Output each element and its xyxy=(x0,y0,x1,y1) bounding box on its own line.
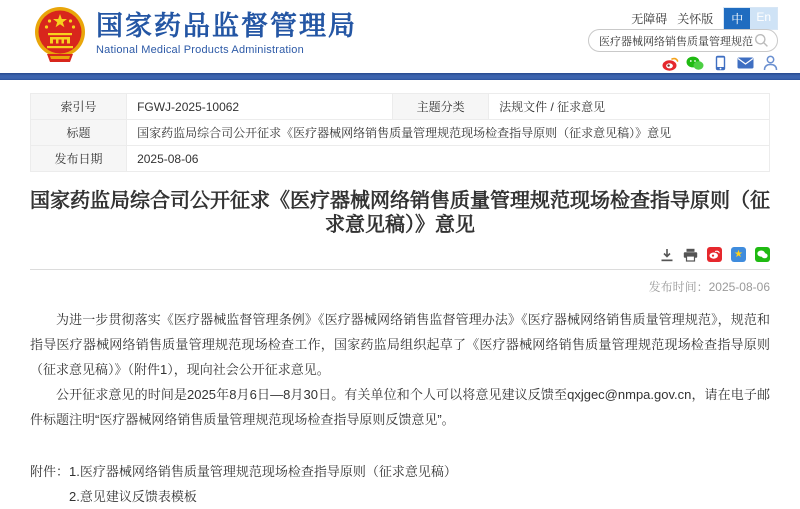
org-name-zh: 国家药品监督管理局 xyxy=(96,11,357,41)
share-favorite-icon[interactable]: ★ xyxy=(731,247,746,262)
publish-time-row xyxy=(30,270,770,307)
attachment-link-1[interactable]: 1.医疗器械网络销售质量管理规范现场检查指导原则（征求意见稿） xyxy=(69,464,457,479)
download-icon[interactable] xyxy=(660,248,674,262)
meta-value-index: FGWJ-2025-10062 xyxy=(127,94,393,120)
share-wechat-icon[interactable] xyxy=(755,247,770,262)
page-title: 国家药监局综合司公开征求《医疗器械网络销售质量管理规范现场检查指导原则（征求意见稿）》意见 xyxy=(30,190,770,236)
table-row xyxy=(31,120,770,146)
publish-time-value: 2025-08-06 xyxy=(708,280,770,294)
care-version-link[interactable]: 关怀版 xyxy=(677,12,714,26)
brand-block xyxy=(96,11,357,56)
document-meta-table xyxy=(30,93,770,172)
search-input[interactable] xyxy=(599,35,754,47)
header-divider-bar xyxy=(0,73,800,80)
user-icon[interactable] xyxy=(762,55,778,71)
table-row xyxy=(31,94,770,120)
article-content xyxy=(0,80,800,509)
publish-time-label: 发布时间： xyxy=(648,280,709,294)
table-row xyxy=(31,146,770,172)
lang-en-button[interactable]: En xyxy=(750,8,777,29)
meta-label-index: 索引号 xyxy=(31,94,127,120)
meta-label-title: 标题 xyxy=(31,120,127,146)
attachments-block xyxy=(30,459,770,509)
search-box[interactable] xyxy=(588,29,778,52)
language-toggle xyxy=(723,7,778,30)
attachments-list xyxy=(69,459,457,509)
meta-label-date: 发布日期 xyxy=(31,146,127,172)
search-icon[interactable] xyxy=(754,33,769,48)
attachment-link-2[interactable]: 2.意见建议反馈表模板 xyxy=(69,489,197,504)
meta-value-category: 法规文件 / 征求意见 xyxy=(489,94,770,120)
org-name-en: National Medical Products Administration xyxy=(96,44,304,56)
social-icon-row xyxy=(662,55,778,71)
article-toolbar xyxy=(30,237,770,270)
weibo-icon[interactable] xyxy=(662,55,678,71)
mobile-icon[interactable] xyxy=(712,55,728,71)
national-emblem-logo xyxy=(34,6,86,62)
attachments-label: 附件： xyxy=(30,464,70,479)
site-header xyxy=(0,0,800,72)
mail-icon[interactable] xyxy=(737,55,753,71)
accessibility-link[interactable]: 无障碍 xyxy=(631,12,668,26)
meta-value-date: 2025-08-06 xyxy=(127,146,770,172)
paragraph-1: 为进一步贯彻落实《医疗器械监督管理条例》《医疗器械网络销售监督管理办法》《医疗器械网络销售质量管理规范》，规范和指导医疗器械网络销售质量管理规范现场检查工作，国家药监局组织起草了《医疗器械网络销售质量管理规范现场检查指导原则（征求意见稿）》（附件1），现向社会公开征求意见。 xyxy=(30,312,770,377)
wechat-icon[interactable] xyxy=(687,55,703,71)
article-body xyxy=(30,307,770,432)
topbar xyxy=(631,7,778,30)
share-weibo-icon[interactable] xyxy=(707,247,722,262)
print-icon[interactable] xyxy=(683,248,698,262)
lang-zh-button[interactable]: 中 xyxy=(724,8,750,29)
paragraph-2: 公开征求意见的时间是2025年8月6日—8月30日。有关单位和个人可以将意见建议反馈至qxjgec@nmpa.gov.cn，请在电子邮件标题注明“医疗器械网络销售质量管理规范现场检查指导原则反馈意见”。 xyxy=(30,387,770,427)
meta-label-category: 主题分类 xyxy=(393,94,489,120)
meta-value-title: 国家药监局综合司公开征求《医疗器械网络销售质量管理规范现场检查指导原则（征求意见稿）》意见 xyxy=(127,120,770,146)
